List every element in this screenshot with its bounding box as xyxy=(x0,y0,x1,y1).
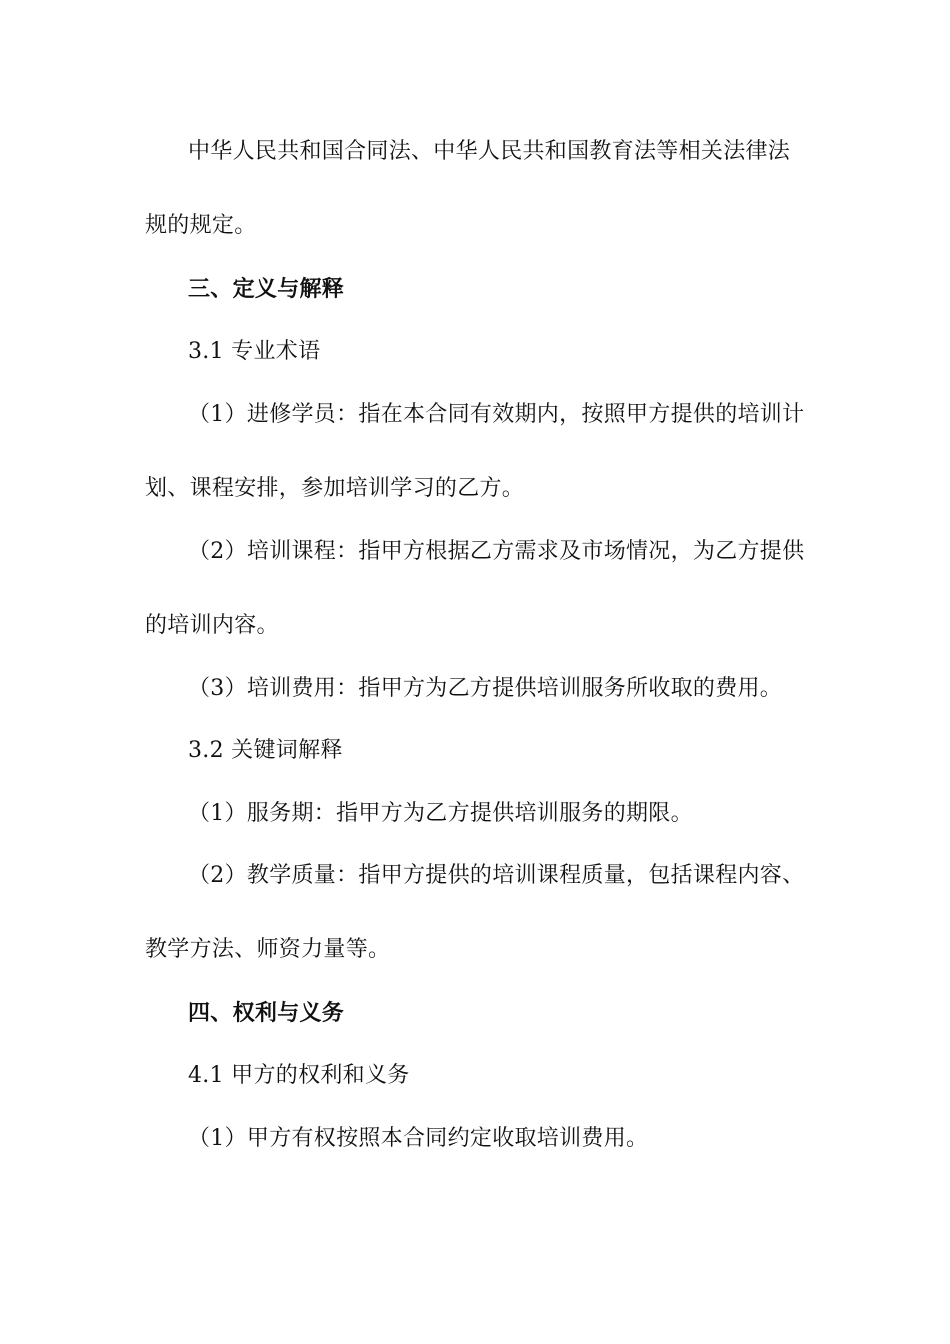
paragraph-line: 的培训内容。 xyxy=(145,613,279,638)
subsection-heading: 3.1 专业术语 xyxy=(188,339,321,364)
paragraph-line: （1）进修学员：指在本合同有效期内，按照甲方提供的培训计 xyxy=(188,402,805,427)
subsection-heading: 4.1 甲方的权利和义务 xyxy=(188,1063,410,1088)
paragraph-line: （3）培训费用：指甲方为乙方提供培训服务所收取的费用。 xyxy=(188,676,783,701)
paragraph-line: （2）培训课程：指甲方根据乙方需求及市场情况，为乙方提供 xyxy=(188,539,805,564)
section-heading: 三、定义与解释 xyxy=(188,276,345,302)
paragraph-line: 中华人民共和国合同法、中华人民共和国教育法等相关法律法 xyxy=(188,139,791,164)
section-heading: 四、权利与义务 xyxy=(188,1000,345,1026)
paragraph-line: （2）教学质量：指甲方提供的培训课程质量，包括课程内容、 xyxy=(188,863,805,888)
subsection-heading: 3.2 关键词解释 xyxy=(188,738,343,763)
paragraph-line: 教学方法、师资力量等。 xyxy=(145,937,391,962)
paragraph-line: （1）甲方有权按照本合同约定收取培训费用。 xyxy=(188,1126,649,1151)
paragraph-line: 划、课程安排，参加培训学习的乙方。 xyxy=(145,476,525,501)
paragraph-line: 规的规定。 xyxy=(145,213,257,238)
paragraph-line: （1）服务期：指甲方为乙方提供培训服务的期限。 xyxy=(188,801,693,826)
